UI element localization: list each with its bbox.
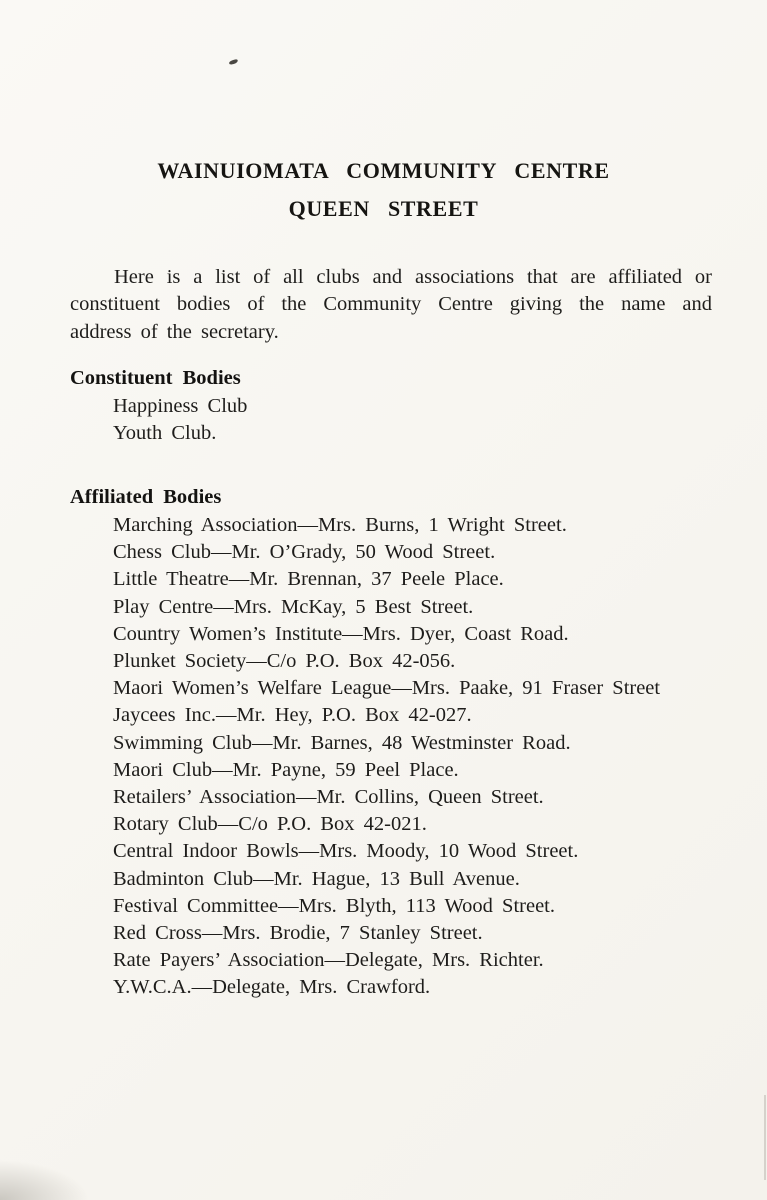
scan-edge-line — [764, 1095, 766, 1180]
list-item: Maori Women’s Welfare League—Mrs. Paake, 91 Fraser Street — [113, 677, 661, 700]
list-item: Little Theatre—Mr. Brennan, 37 Peele Place. — [113, 568, 504, 591]
list-item: Country Women’s Institute—Mrs. Dyer, Coast Road. — [113, 622, 569, 645]
list-item: Retailers’ Association—Mr. Collins, Queen Street. — [113, 786, 544, 809]
list-item: Y.W.C.A.—Delegate, Mrs. Crawford. — [113, 976, 431, 999]
list-item: Jaycees Inc.—Mr. Hey, P.O. Box 42-027. — [113, 704, 472, 727]
list-item: Central Indoor Bowls—Mrs. Moody, 10 Wood Street. — [113, 840, 579, 863]
document-header — [0, 152, 767, 228]
list-item: Marching Association—Mrs. Burns, 1 Wright Street. — [113, 514, 567, 536]
list-item: Youth Club. — [113, 422, 217, 445]
list-item: Play Centre—Mrs. McKay, 5 Best Street. — [113, 595, 474, 618]
section-heading-affiliated: Affiliated Bodies — [70, 486, 222, 508]
list-item: Red Cross—Mrs. Brodie, 7 Stanley Street. — [113, 922, 483, 945]
list-item: Chess Club—Mr. O’Grady, 50 Wood Street. — [113, 541, 496, 564]
section-heading-constituent: Constituent Bodies — [70, 367, 241, 389]
section-affiliated-bodies — [70, 484, 730, 1002]
section-constituent-bodies — [70, 365, 730, 447]
list-item: Rotary Club—C/o P.O. Box 42-021. — [113, 813, 427, 836]
list-item: Happiness Club — [113, 395, 248, 417]
list-item: Festival Committee—Mrs. Blyth, 113 Wood Street. — [113, 894, 556, 917]
list-item: Maori Club—Mr. Payne, 59 Peel Place. — [113, 758, 459, 781]
intro-paragraph: Here is a list of all clubs and associations that are affiliated or constituent bodies of the Community Centre giving the name and address of the secretary. — [70, 265, 712, 343]
list-item: Swimming Club—Mr. Barnes, 48 Westminster Road. — [113, 731, 571, 754]
list-item: Rate Payers’ Association—Delegate, Mrs. Richter. — [113, 949, 544, 972]
scan-speck — [229, 59, 239, 66]
list-item: Plunket Society—C/o P.O. Box 42-056. — [113, 650, 456, 673]
list-item: Badminton Club—Mr. Hague, 13 Bull Avenue. — [113, 867, 520, 890]
document-title: WAINUIOMATA COMMUNITY CENTRE — [157, 158, 610, 183]
document-subtitle: QUEEN STREET — [288, 196, 479, 221]
constituent-bodies-list — [70, 393, 730, 447]
affiliated-bodies-list — [70, 512, 730, 1002]
scan-corner-shadow — [0, 1160, 90, 1200]
